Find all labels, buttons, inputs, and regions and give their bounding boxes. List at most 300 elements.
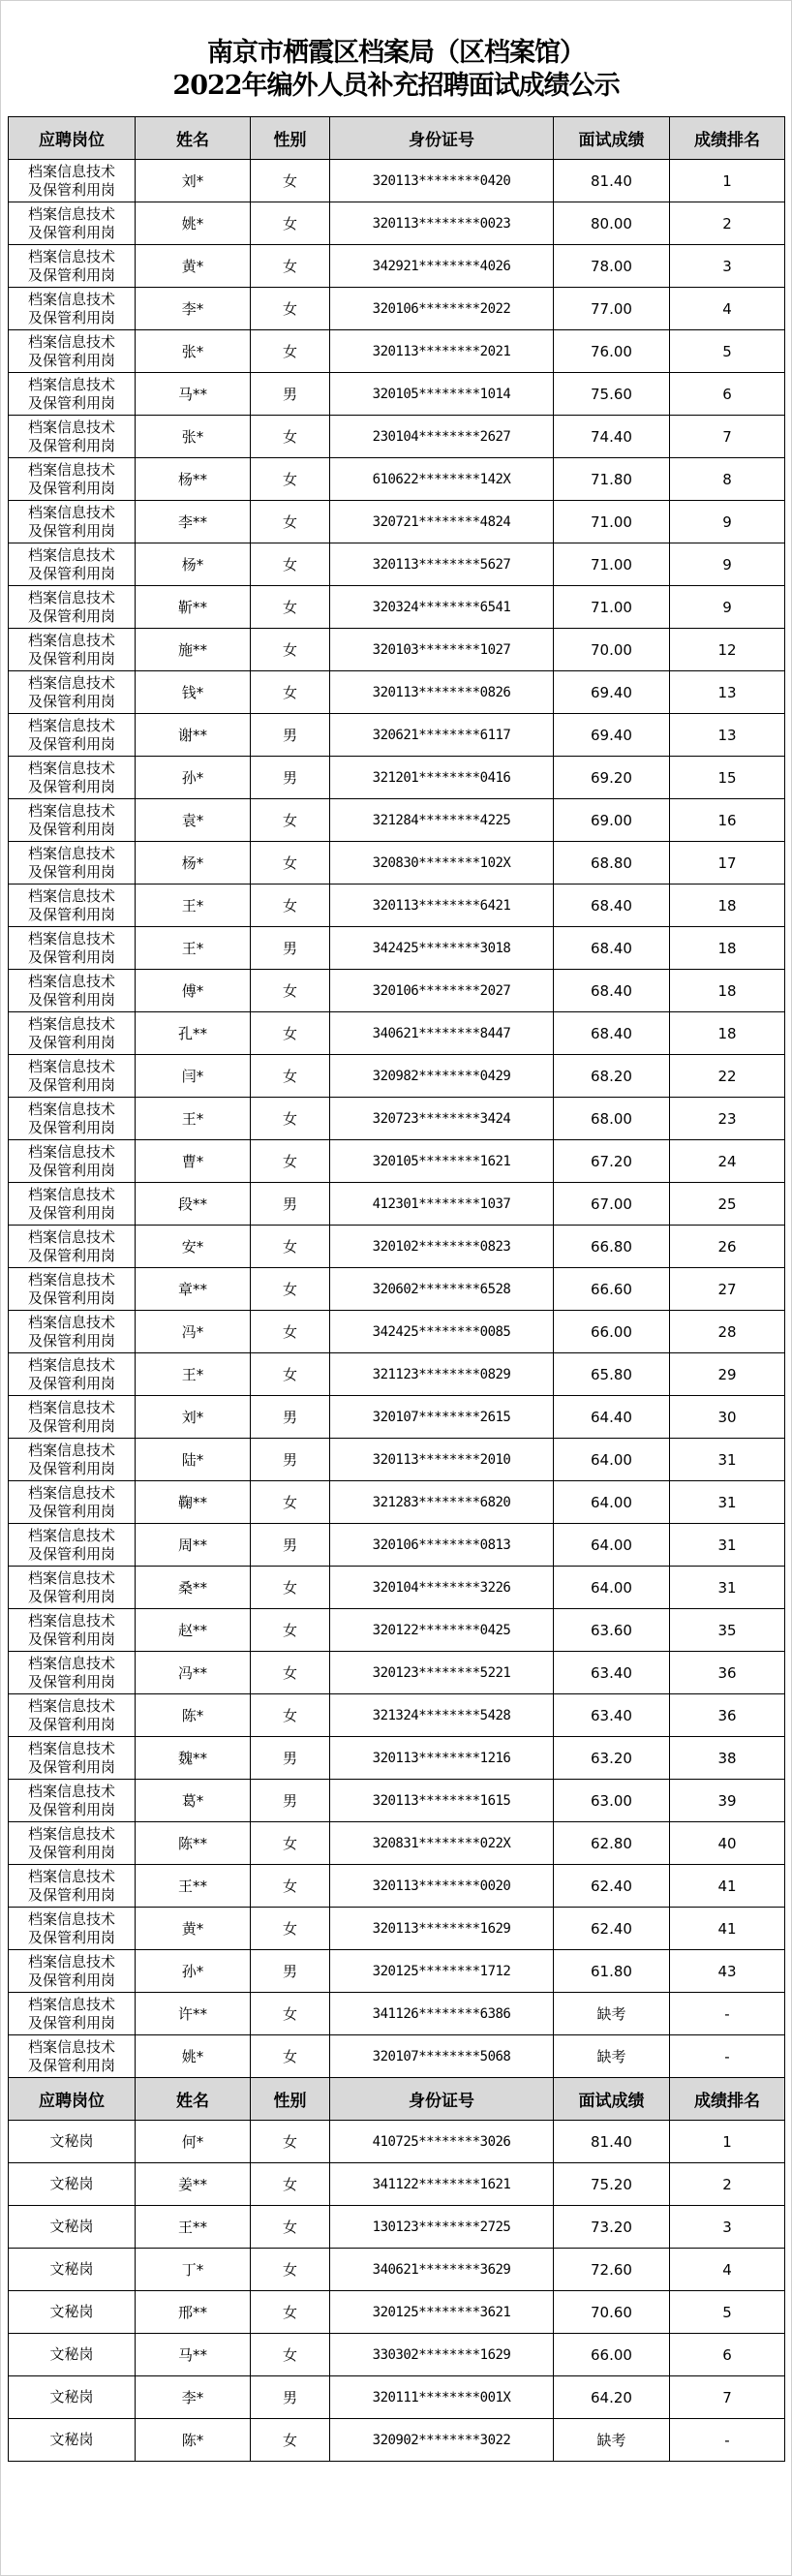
score-cell: 68.20	[554, 1055, 670, 1098]
position-line1: 档案信息技术	[27, 1696, 115, 1715]
gender-cell: 女	[251, 799, 330, 842]
score-cell: 缺考	[554, 2419, 670, 2462]
table-row	[9, 885, 785, 927]
score-cell: 81.40	[554, 160, 670, 202]
score-cell: 70.00	[554, 629, 670, 671]
rank-cell: 6	[670, 373, 785, 416]
position-cell	[9, 1737, 136, 1780]
id-number-cell: 320113********0020	[330, 1865, 554, 1908]
position-line1: 文秘岗	[49, 2132, 94, 2150]
id-number-cell: 320125********3621	[330, 2291, 554, 2334]
header-id-number: 身份证号	[330, 117, 554, 160]
score-cell: 71.00	[554, 543, 670, 586]
results-table	[8, 116, 785, 2462]
position-cell	[9, 1268, 136, 1311]
rank-cell: 39	[670, 1780, 785, 1822]
table-row	[9, 1311, 785, 1353]
position-line2: 及保管利用岗	[27, 1800, 115, 1818]
position-line1: 档案信息技术	[27, 972, 115, 990]
table-row	[9, 501, 785, 543]
position-cell	[9, 1694, 136, 1737]
rank-cell: 26	[670, 1226, 785, 1268]
position-cell	[9, 1993, 136, 2035]
table-row	[9, 1055, 785, 1098]
position-cell	[9, 2121, 136, 2163]
header-score: 面试成绩	[554, 2078, 670, 2121]
gender-cell: 女	[251, 1012, 330, 1055]
position-line2: 及保管利用岗	[27, 1118, 115, 1136]
position-cell	[9, 586, 136, 629]
name-cell: 王**	[136, 2206, 251, 2249]
position-line1: 档案信息技术	[27, 290, 115, 308]
position-cell	[9, 543, 136, 586]
rank-cell: 9	[670, 501, 785, 543]
score-cell: 62.40	[554, 1865, 670, 1908]
header-rank: 成绩排名	[670, 2078, 785, 2121]
table-row	[9, 458, 785, 501]
position-line1: 档案信息技术	[27, 1824, 115, 1843]
gender-cell: 女	[251, 1822, 330, 1865]
table-row	[9, 160, 785, 202]
score-cell: 69.40	[554, 714, 670, 757]
name-cell: 鞠**	[136, 1481, 251, 1524]
id-number-cell: 610622********142X	[330, 458, 554, 501]
position-cell	[9, 245, 136, 288]
position-line1: 档案信息技术	[27, 1739, 115, 1757]
id-number-cell: 320125********1712	[330, 1950, 554, 1993]
table-row	[9, 1268, 785, 1311]
name-cell: 王**	[136, 1865, 251, 1908]
score-cell: 68.00	[554, 1098, 670, 1140]
rank-cell: 36	[670, 1652, 785, 1694]
position-line1: 文秘岗	[49, 2345, 94, 2363]
position-line1: 档案信息技术	[27, 332, 115, 351]
id-number-cell: 321201********0416	[330, 757, 554, 799]
table-row	[9, 586, 785, 629]
position-line2: 及保管利用岗	[27, 862, 115, 881]
name-cell: 冯*	[136, 1311, 251, 1353]
header-rank: 成绩排名	[670, 117, 785, 160]
position-line2: 及保管利用岗	[27, 1629, 115, 1648]
name-cell: 李*	[136, 2376, 251, 2419]
position-line1: 文秘岗	[49, 2431, 94, 2448]
position-line1: 档案信息技术	[27, 418, 115, 436]
rank-cell: 2	[670, 202, 785, 245]
gender-cell: 女	[251, 288, 330, 330]
name-cell: 葛*	[136, 1780, 251, 1822]
gender-cell: 女	[251, 1865, 330, 1908]
id-number-cell: 320113********2010	[330, 1439, 554, 1481]
rank-cell: 4	[670, 2249, 785, 2291]
position-line1: 档案信息技术	[27, 247, 115, 265]
position-cell	[9, 927, 136, 970]
gender-cell: 女	[251, 1353, 330, 1396]
table-row	[9, 1780, 785, 1822]
table-row	[9, 1012, 785, 1055]
score-cell: 69.00	[554, 799, 670, 842]
position-line2: 及保管利用岗	[27, 947, 115, 966]
position-cell	[9, 671, 136, 714]
table-row	[9, 288, 785, 330]
score-cell: 64.00	[554, 1481, 670, 1524]
name-cell: 冯**	[136, 1652, 251, 1694]
id-number-cell: 320111********001X	[330, 2376, 554, 2419]
name-cell: 陈**	[136, 1822, 251, 1865]
table-row	[9, 2206, 785, 2249]
id-number-cell: 412301********1037	[330, 1183, 554, 1226]
position-line2: 及保管利用岗	[27, 905, 115, 923]
gender-cell: 女	[251, 2163, 330, 2206]
position-line1: 文秘岗	[49, 2218, 94, 2235]
table-row	[9, 714, 785, 757]
name-cell: 何*	[136, 2121, 251, 2163]
position-line2: 及保管利用岗	[27, 1757, 115, 1776]
position-line2: 及保管利用岗	[27, 351, 115, 369]
gender-cell: 女	[251, 2121, 330, 2163]
header-name: 姓名	[136, 117, 251, 160]
gender-cell: 女	[251, 543, 330, 586]
gender-cell: 男	[251, 1396, 330, 1439]
rank-cell: 3	[670, 245, 785, 288]
position-line1: 文秘岗	[49, 2175, 94, 2192]
name-cell: 王*	[136, 1098, 251, 1140]
rank-cell: 31	[670, 1524, 785, 1567]
gender-cell: 女	[251, 458, 330, 501]
table-header-row	[9, 2078, 785, 2121]
position-line2: 及保管利用岗	[27, 1416, 115, 1435]
position-line2: 及保管利用岗	[27, 1928, 115, 1946]
rank-cell: 8	[670, 458, 785, 501]
gender-cell: 女	[251, 2291, 330, 2334]
position-line2: 及保管利用岗	[27, 1885, 115, 1904]
name-cell: 谢**	[136, 714, 251, 757]
table-row	[9, 629, 785, 671]
position-cell	[9, 1439, 136, 1481]
position-cell	[9, 1950, 136, 1993]
name-cell: 袁*	[136, 799, 251, 842]
score-cell: 78.00	[554, 245, 670, 288]
id-number-cell: 410725********3026	[330, 2121, 554, 2163]
score-cell: 71.00	[554, 501, 670, 543]
gender-cell: 女	[251, 2334, 330, 2376]
position-line1: 档案信息技术	[27, 1909, 115, 1928]
position-line1: 档案信息技术	[27, 1568, 115, 1587]
id-number-cell: 321284********4225	[330, 799, 554, 842]
position-line1: 档案信息技术	[27, 1100, 115, 1118]
name-cell: 孙*	[136, 1950, 251, 1993]
score-cell: 69.20	[554, 757, 670, 799]
score-cell: 72.60	[554, 2249, 670, 2291]
rank-cell: -	[670, 2035, 785, 2078]
gender-cell: 女	[251, 245, 330, 288]
rank-cell: 15	[670, 757, 785, 799]
name-cell: 钱*	[136, 671, 251, 714]
gender-cell: 女	[251, 1226, 330, 1268]
gender-cell: 女	[251, 671, 330, 714]
position-cell	[9, 288, 136, 330]
rank-cell: 43	[670, 1950, 785, 1993]
table-row	[9, 2419, 785, 2462]
id-number-cell: 320107********2615	[330, 1396, 554, 1439]
table-row	[9, 1993, 785, 2035]
id-number-cell: 321324********5428	[330, 1694, 554, 1737]
score-cell: 63.20	[554, 1737, 670, 1780]
position-cell	[9, 842, 136, 885]
score-cell: 75.60	[554, 373, 670, 416]
rank-cell: 12	[670, 629, 785, 671]
id-number-cell: 320107********5068	[330, 2035, 554, 2078]
id-number-cell: 320723********3424	[330, 1098, 554, 1140]
table-row	[9, 245, 785, 288]
score-cell: 80.00	[554, 202, 670, 245]
table-row	[9, 1140, 785, 1183]
name-cell: 陆*	[136, 1439, 251, 1481]
position-line2: 及保管利用岗	[27, 1161, 115, 1179]
position-cell	[9, 1780, 136, 1822]
gender-cell: 女	[251, 416, 330, 458]
table-row	[9, 1481, 785, 1524]
gender-cell: 男	[251, 1737, 330, 1780]
table-row	[9, 1737, 785, 1780]
gender-cell: 女	[251, 629, 330, 671]
rank-cell: 4	[670, 288, 785, 330]
position-line2: 及保管利用岗	[27, 1288, 115, 1307]
position-line1: 档案信息技术	[27, 1782, 115, 1800]
position-line2: 及保管利用岗	[27, 2056, 115, 2074]
id-number-cell: 320106********0813	[330, 1524, 554, 1567]
score-cell: 70.60	[554, 2291, 670, 2334]
name-cell: 姚*	[136, 2035, 251, 2078]
table-row	[9, 1652, 785, 1694]
name-cell: 张*	[136, 330, 251, 373]
score-cell: 76.00	[554, 330, 670, 373]
rank-cell: 38	[670, 1737, 785, 1780]
gender-cell: 男	[251, 1524, 330, 1567]
table-row	[9, 1822, 785, 1865]
position-cell	[9, 1865, 136, 1908]
name-cell: 桑**	[136, 1567, 251, 1609]
position-line2: 及保管利用岗	[27, 393, 115, 412]
position-line2: 及保管利用岗	[27, 1075, 115, 1094]
position-line2: 及保管利用岗	[27, 1971, 115, 1989]
score-cell: 64.00	[554, 1524, 670, 1567]
position-line2: 及保管利用岗	[27, 990, 115, 1009]
name-cell: 安*	[136, 1226, 251, 1268]
table-row	[9, 1098, 785, 1140]
name-cell: 靳**	[136, 586, 251, 629]
position-line1: 档案信息技术	[27, 1952, 115, 1971]
rank-cell: 2	[670, 2163, 785, 2206]
position-line2: 及保管利用岗	[27, 649, 115, 667]
id-number-cell: 320104********3226	[330, 1567, 554, 1609]
gender-cell: 女	[251, 885, 330, 927]
position-line1: 档案信息技术	[27, 1313, 115, 1331]
gender-cell: 女	[251, 842, 330, 885]
gender-cell: 男	[251, 714, 330, 757]
position-line1: 档案信息技术	[27, 1355, 115, 1374]
name-cell: 许**	[136, 1993, 251, 2035]
table-row	[9, 1609, 785, 1652]
position-line1: 档案信息技术	[27, 801, 115, 820]
score-cell: 62.40	[554, 1908, 670, 1950]
name-cell: 孔**	[136, 1012, 251, 1055]
rank-cell: 16	[670, 799, 785, 842]
gender-cell: 女	[251, 1908, 330, 1950]
id-number-cell: 320602********6528	[330, 1268, 554, 1311]
gender-cell: 女	[251, 2035, 330, 2078]
position-cell	[9, 458, 136, 501]
id-number-cell: 320113********6421	[330, 885, 554, 927]
id-number-cell: 320105********1014	[330, 373, 554, 416]
rank-cell: 3	[670, 2206, 785, 2249]
position-line2: 及保管利用岗	[27, 1459, 115, 1477]
position-line1: 档案信息技术	[27, 1654, 115, 1672]
score-cell: 63.40	[554, 1694, 670, 1737]
position-cell	[9, 330, 136, 373]
table-row	[9, 1694, 785, 1737]
gender-cell: 女	[251, 1609, 330, 1652]
name-cell: 闫*	[136, 1055, 251, 1098]
table-row	[9, 1567, 785, 1609]
table-row	[9, 2121, 785, 2163]
name-cell: 杨**	[136, 458, 251, 501]
rank-cell: 6	[670, 2334, 785, 2376]
score-cell: 61.80	[554, 1950, 670, 1993]
table-row	[9, 799, 785, 842]
name-cell: 邢**	[136, 2291, 251, 2334]
position-line2: 及保管利用岗	[27, 308, 115, 326]
table-row	[9, 202, 785, 245]
position-cell	[9, 1524, 136, 1567]
gender-cell: 男	[251, 1439, 330, 1481]
id-number-cell: 320122********0425	[330, 1609, 554, 1652]
table-row	[9, 970, 785, 1012]
table-row	[9, 2334, 785, 2376]
table-row	[9, 1226, 785, 1268]
id-number-cell: 342425********0085	[330, 1311, 554, 1353]
position-line2: 及保管利用岗	[27, 479, 115, 497]
position-cell	[9, 2163, 136, 2206]
score-cell: 缺考	[554, 1993, 670, 2035]
score-cell: 75.20	[554, 2163, 670, 2206]
position-line2: 及保管利用岗	[27, 265, 115, 284]
position-cell	[9, 714, 136, 757]
gender-cell: 女	[251, 1567, 330, 1609]
position-line1: 档案信息技术	[27, 1867, 115, 1885]
gender-cell: 女	[251, 1481, 330, 1524]
name-cell: 赵**	[136, 1609, 251, 1652]
score-cell: 64.20	[554, 2376, 670, 2419]
position-line2: 及保管利用岗	[27, 1502, 115, 1520]
table-row	[9, 1183, 785, 1226]
table-row	[9, 2249, 785, 2291]
rank-cell: 1	[670, 2121, 785, 2163]
gender-cell: 女	[251, 2419, 330, 2462]
header-id-number: 身份证号	[330, 2078, 554, 2121]
position-cell	[9, 970, 136, 1012]
rank-cell: 29	[670, 1353, 785, 1396]
id-number-cell: 130123********2725	[330, 2206, 554, 2249]
position-line1: 档案信息技术	[27, 162, 115, 180]
position-cell	[9, 501, 136, 543]
position-line2: 及保管利用岗	[27, 1715, 115, 1733]
position-line2: 及保管利用岗	[27, 1544, 115, 1563]
position-line2: 及保管利用岗	[27, 606, 115, 625]
name-cell: 丁*	[136, 2249, 251, 2291]
gender-cell: 男	[251, 757, 330, 799]
name-cell: 刘*	[136, 1396, 251, 1439]
score-cell: 69.40	[554, 671, 670, 714]
table-row	[9, 927, 785, 970]
id-number-cell: 320105********1621	[330, 1140, 554, 1183]
name-cell: 陈*	[136, 2419, 251, 2462]
position-line1: 档案信息技术	[27, 1270, 115, 1288]
rank-cell: 7	[670, 416, 785, 458]
table-row	[9, 416, 785, 458]
name-cell: 曹*	[136, 1140, 251, 1183]
position-line2: 及保管利用岗	[27, 1033, 115, 1051]
score-cell: 63.40	[554, 1652, 670, 1694]
rank-cell: 25	[670, 1183, 785, 1226]
id-number-cell: 320113********0023	[330, 202, 554, 245]
position-line1: 档案信息技术	[27, 1398, 115, 1416]
score-cell: 63.60	[554, 1609, 670, 1652]
position-cell	[9, 160, 136, 202]
position-cell	[9, 373, 136, 416]
gender-cell: 男	[251, 373, 330, 416]
position-line2: 及保管利用岗	[27, 1672, 115, 1691]
position-line1: 档案信息技术	[27, 886, 115, 905]
score-cell: 68.40	[554, 885, 670, 927]
rank-cell: 9	[670, 586, 785, 629]
position-cell	[9, 2334, 136, 2376]
name-cell: 马**	[136, 373, 251, 416]
score-cell: 63.00	[554, 1780, 670, 1822]
name-cell: 姚*	[136, 202, 251, 245]
position-line1: 档案信息技术	[27, 1142, 115, 1161]
rank-cell: 18	[670, 1012, 785, 1055]
position-line1: 档案信息技术	[27, 1995, 115, 2013]
rank-cell: 41	[670, 1908, 785, 1950]
score-cell: 68.40	[554, 927, 670, 970]
position-cell	[9, 799, 136, 842]
position-cell	[9, 202, 136, 245]
name-cell: 黄*	[136, 245, 251, 288]
position-line2: 及保管利用岗	[27, 1331, 115, 1350]
table-row	[9, 2163, 785, 2206]
rank-cell: 18	[670, 885, 785, 927]
rank-cell: 5	[670, 330, 785, 373]
position-cell	[9, 1652, 136, 1694]
id-number-cell: 320113********0826	[330, 671, 554, 714]
id-number-cell: 320113********0420	[330, 160, 554, 202]
rank-cell: 13	[670, 714, 785, 757]
position-line2: 及保管利用岗	[27, 734, 115, 753]
table-row	[9, 1950, 785, 1993]
rank-cell: 22	[670, 1055, 785, 1098]
gender-cell: 女	[251, 2206, 330, 2249]
gender-cell: 女	[251, 160, 330, 202]
position-line1: 档案信息技术	[27, 1611, 115, 1629]
id-number-cell: 342921********4026	[330, 245, 554, 288]
name-cell: 马**	[136, 2334, 251, 2376]
page-title-line2: 2022年编外人员补充招聘面试成绩公示	[172, 71, 620, 101]
position-line1: 档案信息技术	[27, 1483, 115, 1502]
name-cell: 王*	[136, 885, 251, 927]
position-cell	[9, 2376, 136, 2419]
rank-cell: 9	[670, 543, 785, 586]
id-number-cell: 340621********3629	[330, 2249, 554, 2291]
